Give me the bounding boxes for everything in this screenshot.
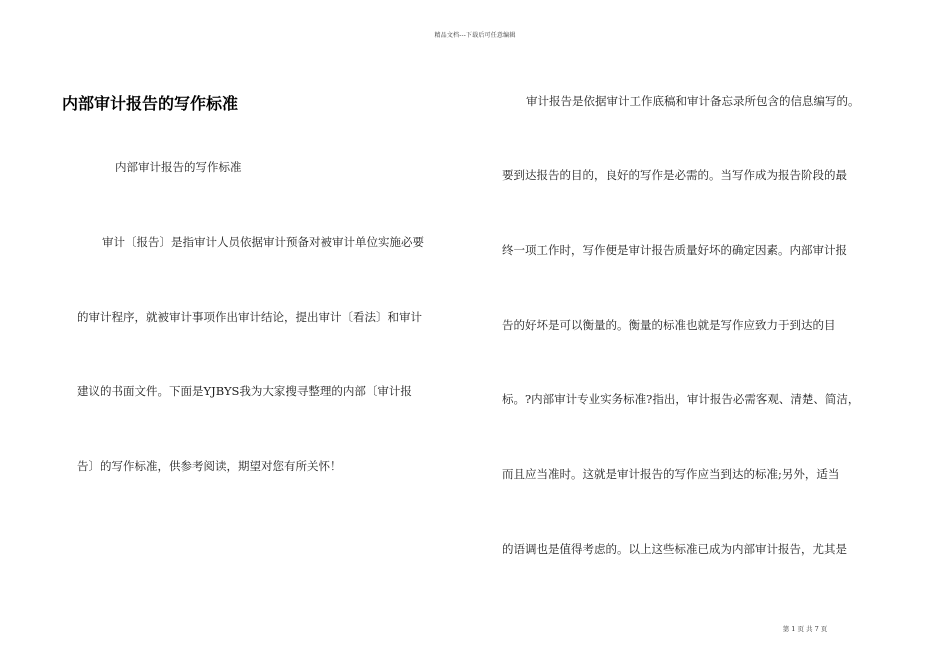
paragraph-line: 的审计程序，就被审计事项作出审计结论，提出审计〔看法〕和审计: [77, 310, 422, 324]
page-header: 精品文档---下载后可任意编辑: [434, 32, 516, 39]
paragraph-line: 要到达报告的目的，良好的写作是必需的。当写作成为报告阶段的最: [502, 168, 847, 182]
paragraph-line: 建议的书面文件。下面是YJBYS我为大家搜寻整理的内部〔审计报: [77, 384, 412, 398]
page-number: 第 1 页 共 7 页: [782, 625, 828, 633]
paragraph-line: 终一项工作时，写作便是审计报告质量好坏的确定因素。内部审计报: [502, 243, 847, 257]
paragraph-line: 内部审计报告的写作标准: [115, 160, 242, 174]
paragraph-line: 告的好坏是可以衡量的。衡量的标准也就是写作应致力于到达的目: [502, 318, 836, 332]
paragraph-line: 告〕的写作标准，供参考阅读，期望对您有所关怀！: [77, 459, 342, 473]
document-title: 内部审计报告的写作标准: [62, 94, 239, 113]
paragraph-line: 审计〔报告〕是指审计人员依据审计预备对被审计单位实施必要: [102, 235, 424, 249]
paragraph-line: 的语调也是值得考虑的。以上这些标准已成为内部审计报告，尤其是: [502, 542, 847, 556]
paragraph-line: 而且应当准时。这就是审计报告的写作应当到达的标准;另外，适当: [502, 467, 840, 481]
paragraph-line: 审计报告是依据审计工作底稿和审计备忘录所包含的信息编写的。: [526, 94, 860, 108]
paragraph-line: 标。?内部审计专业实务标准?指出，审计报告必需客观、清楚、简洁，: [502, 392, 860, 406]
